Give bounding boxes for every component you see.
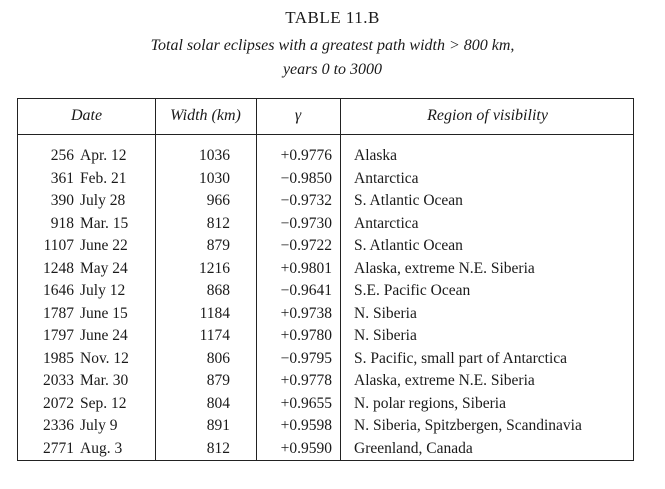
cell-month-day: June 15: [80, 304, 128, 322]
cell-gamma: −0.9732: [280, 192, 332, 209]
cell-width: 868: [206, 282, 230, 299]
cell-gamma: −0.9795: [280, 349, 332, 367]
cell-width: 879: [206, 372, 230, 389]
cell-region: Alaska, extreme N.E. Siberia: [354, 259, 535, 277]
header-divider: [18, 134, 633, 135]
cell-month-day: July 12: [80, 282, 126, 299]
cell-month-day: June 22: [80, 237, 128, 254]
cell-month-day: June 24: [80, 327, 128, 344]
cell-year: 2072: [43, 394, 74, 412]
cell-month-day: July 9: [80, 417, 118, 434]
cell-width: 806: [206, 349, 230, 367]
cell-year: 2033: [43, 372, 74, 389]
cell-gamma: −0.9850: [280, 169, 332, 187]
cell-region: S. Atlantic Ocean: [354, 192, 463, 209]
cell-month-day: Sep. 12: [80, 394, 127, 412]
table-row: [18, 280, 633, 303]
cell-region: Antarctica: [354, 169, 419, 187]
cell-year: 1985: [43, 349, 74, 367]
eclipse-table: [17, 98, 634, 461]
cell-gamma: +0.9776: [280, 147, 332, 164]
cell-year: 390: [50, 192, 74, 209]
table-row: [18, 303, 633, 326]
table-row: [18, 168, 633, 191]
cell-region: N. polar regions, Siberia: [354, 394, 506, 412]
cell-width: 1036: [199, 147, 230, 164]
cell-gamma: +0.9655: [280, 394, 332, 412]
cell-year: 361: [50, 169, 74, 187]
cell-gamma: +0.9598: [280, 417, 332, 434]
cell-year: 2336: [43, 417, 74, 434]
cell-width: 812: [206, 214, 230, 232]
cell-year: 1646: [43, 282, 74, 299]
cell-region: S. Pacific, small part of Antarctica: [354, 349, 568, 367]
cell-region: S. Atlantic Ocean: [354, 237, 463, 254]
column-header-date: Date: [70, 107, 103, 124]
cell-region: Alaska: [354, 147, 398, 164]
cell-region: N. Siberia: [354, 327, 417, 344]
cell-width: 1216: [199, 259, 230, 277]
table-row: [18, 190, 633, 213]
cell-width: 879: [206, 237, 230, 254]
cell-year: 1787: [43, 304, 74, 322]
table-row: [18, 258, 633, 281]
cell-gamma: −0.9722: [280, 237, 332, 254]
table-row: [18, 325, 633, 348]
cell-year: 1248: [43, 259, 74, 277]
cell-width: 891: [206, 417, 230, 434]
cell-month-day: Apr. 12: [80, 147, 127, 164]
table-caption-line-2: years 0 to 3000: [282, 61, 383, 78]
cell-width: 966: [206, 192, 230, 209]
column-header-region: Region of visibility: [427, 107, 548, 124]
cell-year: 2771: [43, 439, 74, 457]
cell-year: 1107: [43, 237, 74, 254]
table-row: [18, 348, 633, 371]
table-title: TABLE 11.B: [285, 8, 380, 27]
table-row: [18, 213, 633, 236]
cell-region: N. Siberia: [354, 304, 417, 322]
table-row: [18, 393, 633, 416]
cell-region: Alaska, extreme N.E. Siberia: [354, 372, 535, 389]
cell-gamma: +0.9738: [280, 304, 332, 322]
cell-month-day: Feb. 21: [80, 169, 127, 187]
table-row: [18, 370, 633, 393]
cell-gamma: +0.9780: [280, 327, 332, 344]
table-caption-line-1: Total solar eclipses with a greatest path width > 800 km,: [150, 37, 515, 54]
cell-gamma: −0.9641: [280, 282, 332, 299]
cell-gamma: +0.9801: [280, 259, 332, 277]
cell-width: 1184: [199, 304, 230, 322]
cell-gamma: −0.9730: [280, 214, 332, 232]
cell-month-day: Nov. 12: [80, 349, 129, 367]
cell-gamma: +0.9778: [280, 372, 332, 389]
cell-region: Greenland, Canada: [354, 439, 473, 457]
cell-gamma: +0.9590: [280, 439, 332, 457]
cell-width: 812: [206, 439, 230, 457]
cell-month-day: July 28: [80, 192, 126, 209]
table-body: [18, 145, 633, 460]
table-row: [18, 235, 633, 258]
cell-month-day: May 24: [80, 259, 128, 277]
cell-width: 1174: [199, 327, 230, 344]
table-row: [18, 415, 633, 438]
cell-region: Antarctica: [354, 214, 419, 232]
cell-year: 918: [50, 214, 74, 232]
cell-month-day: Aug. 3: [80, 439, 123, 457]
cell-region: N. Siberia, Spitzbergen, Scandinavia: [354, 417, 582, 434]
column-header-width: Width (km): [170, 107, 241, 124]
cell-year: 1797: [43, 327, 74, 344]
table-row: [18, 145, 633, 168]
cell-region: S.E. Pacific Ocean: [354, 282, 471, 299]
table-row: [18, 438, 633, 461]
cell-month-day: Mar. 30: [80, 372, 129, 389]
cell-width: 804: [206, 394, 230, 412]
column-header-gamma: γ: [294, 107, 302, 124]
cell-month-day: Mar. 15: [80, 214, 129, 232]
cell-year: 256: [50, 147, 74, 164]
cell-width: 1030: [199, 169, 230, 187]
